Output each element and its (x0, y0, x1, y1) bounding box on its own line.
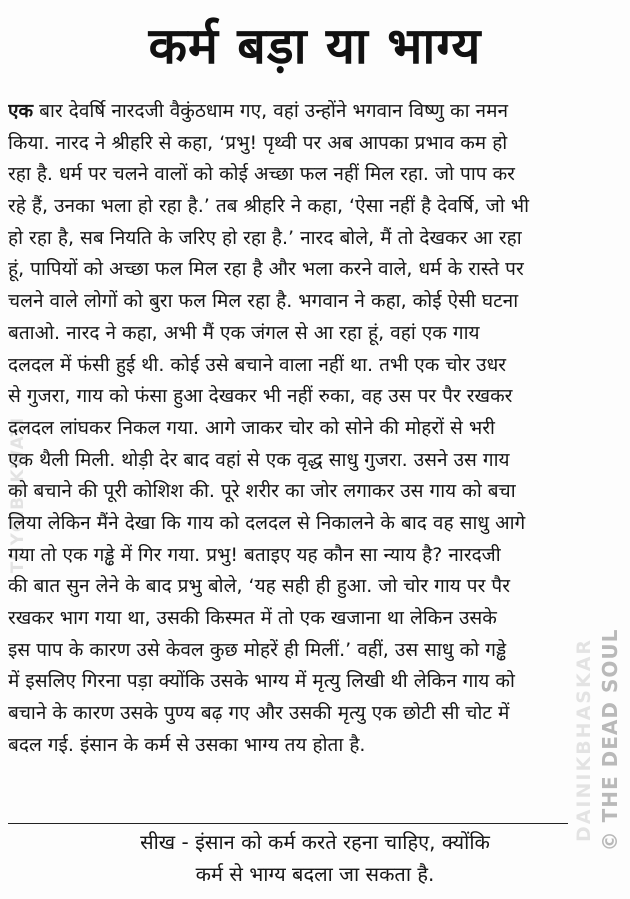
story-line: बताओ. नारद ने कहा, अभी मैं एक जंगल से आ रहा हूं, वहां एक गाय (8, 321, 480, 344)
story-line: में इसलिए गिरना पड़ा क्योंकि उसके भाग्य में मृत्यु लिखी थी लेकिन गाय को (8, 670, 515, 693)
story-line: दलदल में फंसी हुई थी. कोई उसे बचाने वाला नहीं था. तभी एक चोर उधर (8, 353, 507, 376)
story-line-text: बार देवर्षि नारदजी वैकुंठधाम गए, वहां उन्होंने भगवान विष्णु का नमन (33, 100, 509, 122)
story-line: एक थैली मिली. थोड़ी देर बाद वहां से एक वृद्ध साधु गुजरा. उसने उस गाय (8, 448, 510, 471)
story-line: इस पाप के कारण उसे केवल कुछ मोहरें ही मिलीं.’ वहीं, उस साधु को गड्ढे (8, 638, 507, 661)
story-line: हो रहा है, सब नियति के जरिए हो रहा है.’ नारद बोले, मैं तो देखकर आ रहा (8, 226, 522, 249)
copyright-text: © THE DEAD SOUL (598, 628, 622, 852)
story-line: चलने वाले लोगों को बुरा फल मिल रहा है. भगवान ने कहा, कोई ऐसी घटना (8, 290, 519, 313)
story-line: गया तो एक गड्ढे में गिर गया. प्रभु! बताइए यह कौन सा न्याय है? नारदजी (8, 543, 501, 566)
story-line: दलदल लांघकर निकल गया. आगे जाकर चोर को सोने की मोहरों से भरी (8, 416, 495, 439)
story-line: रहे हैं, उनका भला हो रहा है.’ तब श्रीहरि ने कहा, ‘ऐसा नहीं है देवर्षि, जो भी (8, 195, 530, 218)
story-line: लिया लेकिन मैंने देखा कि गाय को दलदल से निकालने के बाद वह साधु आगे (8, 511, 526, 534)
watermark-left-text: THYGIBSKWATI (8, 416, 28, 574)
story-line: हूं, पापियों को अच्छा फल मिल रहा है और भला करने वाले, धर्म के रास्ते पर (8, 258, 524, 281)
moral-line-1: सीख - इंसान को कर्म करते रहना चाहिए, क्योंकि (140, 830, 490, 854)
moral-line-2: कर्म से भाग्य बदला जा सकता है. (195, 862, 435, 886)
story-line: किया. नारद ने श्रीहरि से कहा, ‘प्रभु! पृथ्वी पर अब आपका प्रभाव कम हो (8, 131, 508, 154)
story-title: कर्म बड़ा या भाग्य (148, 17, 482, 75)
moral-divider (8, 823, 568, 824)
story-line: रखकर भाग गया था, उसकी किस्मत में तो एक खजाना था लेकिन उसके (8, 607, 497, 629)
story-line: की बात सुन लेने के बाद प्रभु बोले, ‘यह सही ही हुआ. जो चोर गाय पर पैर (8, 575, 510, 598)
story-line (8, 96, 620, 128)
story-line: बचाने के कारण उसके पुण्य बढ़ गए और उसकी मृत्यु एक छोटी सी चोट में (8, 702, 510, 725)
story-first-word: एक (8, 100, 34, 122)
story-line: से गुजरा, गाय को फंसा हुआ देखकर भी नहीं रुका, वह उस पर पैर रखकर (8, 385, 513, 408)
watermark-right-text: DAINIKBHASKAR (573, 637, 595, 843)
story-line: को बचाने की पूरी कोशिश की. पूरे शरीर का जोर लगाकर उस गाय को बचा (8, 480, 516, 503)
story-line: बदल गई. इंसान के कर्म से उसका भाग्य तय होता है. (8, 733, 366, 756)
story-line: रहा है. धर्म पर चलने वालों को कोई अच्छा फल नहीं मिल रहा. जो पाप कर (8, 163, 515, 186)
story-body (8, 96, 620, 761)
moral-box (0, 826, 630, 890)
